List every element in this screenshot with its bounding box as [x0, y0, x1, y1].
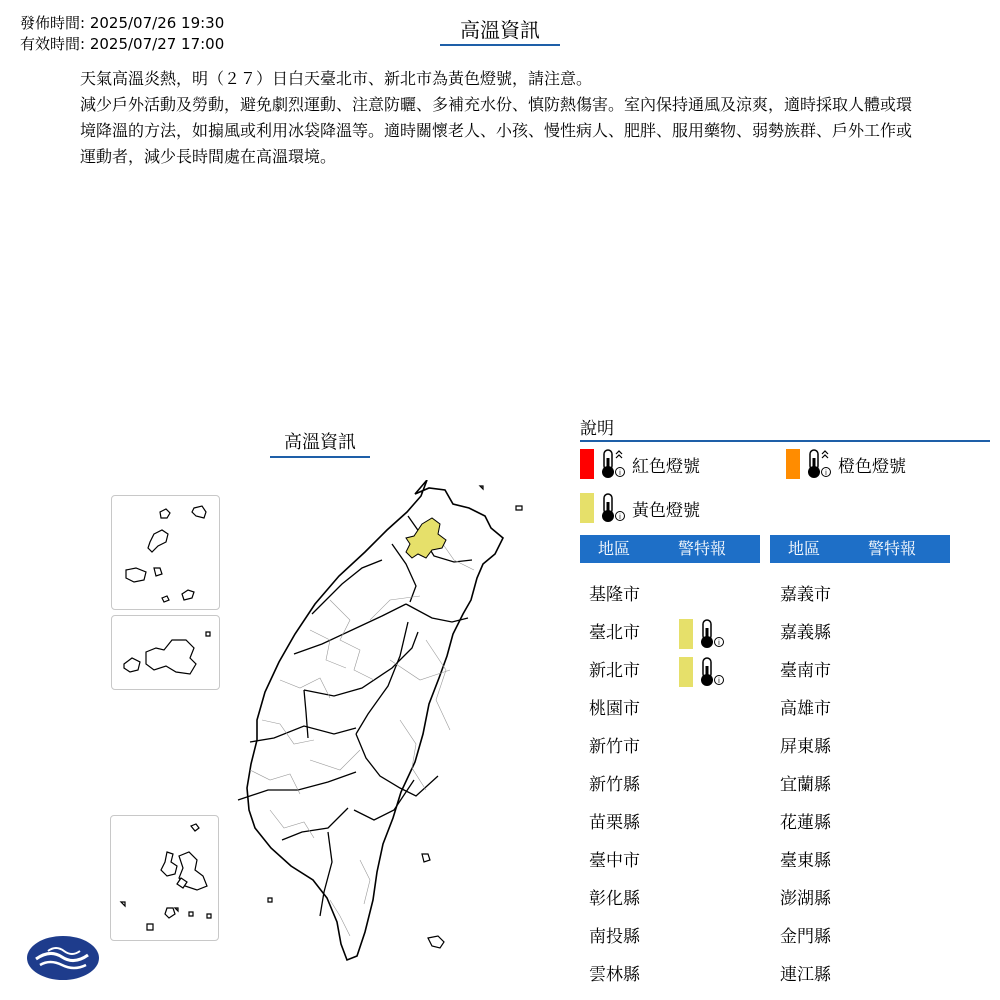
taiwan-outline — [247, 480, 503, 960]
penghu-inset-map — [110, 815, 219, 941]
taiwan-map — [210, 480, 540, 970]
legend-red — [580, 448, 700, 480]
thermometer-warning-icon — [697, 656, 725, 688]
region-list-right — [780, 576, 831, 994]
yellow-level-bar — [679, 619, 693, 649]
col-warning-label: 警特報 — [678, 539, 727, 558]
warning-indicator — [679, 618, 725, 650]
region-name: 苗栗縣 — [589, 813, 640, 833]
region-name: 高雄市 — [780, 699, 831, 719]
table-header-right — [770, 535, 950, 563]
region-name: 臺北市 — [589, 623, 640, 643]
region-name: 南投縣 — [589, 927, 640, 947]
orange-swatch — [786, 449, 800, 479]
col-region-label: 地區 — [788, 539, 821, 558]
region-name: 嘉義市 — [780, 585, 831, 605]
kinmen-inset-map — [111, 615, 220, 690]
region-name: 金門縣 — [780, 927, 831, 947]
table-row — [780, 956, 831, 994]
table-row — [780, 652, 831, 690]
table-row — [589, 576, 640, 614]
red-swatch — [580, 449, 594, 479]
matsu-inset-map — [111, 495, 220, 610]
warning-content — [80, 66, 920, 170]
map-title: 高溫資訊 — [270, 430, 370, 458]
table-row — [780, 690, 831, 728]
page-title: 高溫資訊 — [440, 16, 560, 46]
region-name: 新北市 — [589, 661, 640, 681]
legend-orange — [786, 448, 906, 480]
table-row — [589, 766, 640, 804]
region-name: 臺中市 — [589, 851, 640, 871]
warning-indicator — [679, 656, 725, 688]
table-row — [589, 880, 640, 918]
table-row — [589, 804, 640, 842]
region-name: 新竹市 — [589, 737, 640, 757]
region-name: 桃園市 — [589, 699, 640, 719]
thermometer-warning-icon — [598, 448, 626, 480]
svg-text:i: i — [619, 469, 621, 477]
col-region-label: 地區 — [598, 539, 631, 558]
table-row — [589, 652, 720, 690]
content-line-1: 天氣高溫炎熱，明（２７）日白天臺北市、新北市為黃色燈號，請注意。 — [80, 69, 593, 88]
yellow-level-bar — [679, 657, 693, 687]
table-row — [589, 690, 640, 728]
region-name: 基隆市 — [589, 585, 640, 605]
region-name: 澎湖縣 — [780, 889, 831, 909]
region-name: 宜蘭縣 — [780, 775, 831, 795]
legend-red-label: 紅色燈號 — [632, 456, 700, 477]
valid-time: 有效時間: 2025/07/27 17:00 — [20, 35, 225, 53]
table-row — [780, 576, 831, 614]
region-name: 新竹縣 — [589, 775, 640, 795]
thermometer-warning-icon — [804, 448, 832, 480]
table-row — [780, 842, 831, 880]
thermometer-warning-icon — [697, 618, 725, 650]
table-row — [780, 766, 831, 804]
yellow-swatch — [580, 493, 594, 523]
table-row — [589, 614, 720, 652]
table-header-left — [580, 535, 760, 563]
table-row — [780, 614, 831, 652]
legend-title: 說明 — [580, 418, 990, 442]
svg-text:i: i — [619, 513, 621, 521]
region-name: 彰化縣 — [589, 889, 640, 909]
svg-text:i: i — [718, 677, 720, 685]
thermometer-warning-icon — [598, 492, 626, 524]
table-row — [589, 918, 640, 956]
region-name: 雲林縣 — [589, 965, 640, 985]
region-name: 臺東縣 — [780, 851, 831, 871]
region-name: 嘉義縣 — [780, 623, 831, 643]
svg-text:i: i — [825, 469, 827, 477]
region-name: 花蓮縣 — [780, 813, 831, 833]
region-name: 屏東縣 — [780, 737, 831, 757]
table-row — [589, 842, 640, 880]
legend-yellow-label: 黃色燈號 — [632, 500, 700, 521]
legend-yellow — [580, 492, 700, 524]
table-row — [589, 728, 640, 766]
table-row — [780, 880, 831, 918]
legend-orange-label: 橙色燈號 — [838, 456, 906, 477]
table-row — [780, 804, 831, 842]
col-warning-label: 警特報 — [868, 539, 917, 558]
table-row — [589, 956, 640, 994]
content-line-2: 減少戶外活動及勞動，避免劇烈運動、注意防曬、多補充水份、慎防熱傷害。室內保持通風及涼爽，適時採取人體或環境降溫的方法，如搧風或利用冰袋降溫等。適時關懷老人、小孩、慢性病人、肥胖、服用藥物、弱勢族群、戶外工作或運動者，減少長時間處在高溫環境。 — [80, 95, 913, 166]
table-row — [780, 728, 831, 766]
table-row — [780, 918, 831, 956]
region-name: 臺南市 — [780, 661, 831, 681]
region-list-left — [589, 576, 720, 994]
region-name: 連江縣 — [780, 965, 831, 985]
cwa-logo — [26, 935, 100, 981]
svg-text:i: i — [718, 639, 720, 647]
issue-time: 發佈時間: 2025/07/26 19:30 — [20, 14, 225, 32]
